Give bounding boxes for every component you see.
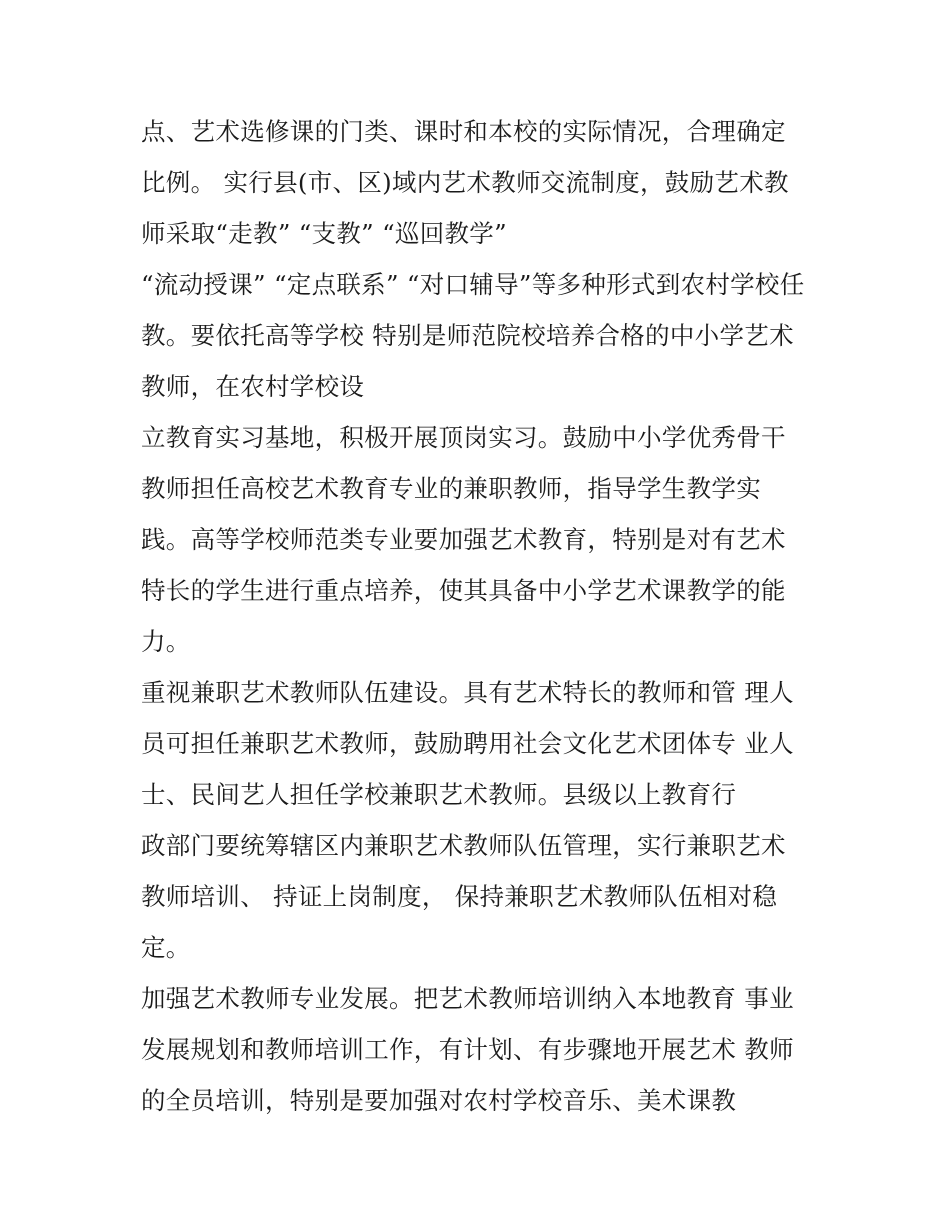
body-text bbox=[141, 106, 841, 1126]
text-line: 定。 bbox=[141, 933, 191, 962]
text-line: 的全员培训，特别是要加强对农村学校音乐、美术课教 bbox=[141, 1086, 737, 1115]
text-line: “流动授课” “定点联系” “对口辅导”等多种形式到农村学校任 bbox=[141, 270, 805, 299]
text-line: 教师担任高校艺术教育专业的兼职教师，指导学生教学实 bbox=[141, 474, 761, 503]
text-line: 发展规划和教师培训工作，有计划、有步骤地开展艺术 教师 bbox=[141, 1035, 794, 1064]
text-line: 比例。 实行县(市、区)域内艺术教师交流制度，鼓励艺术教 bbox=[141, 168, 789, 197]
text-line: 士、民间艺人担任学校兼职艺术教师。县级以上教育行 bbox=[141, 780, 737, 809]
text-line: 力。 bbox=[141, 627, 191, 656]
text-line: 立教育实习基地，积极开展顶岗实习。鼓励中小学优秀骨干 bbox=[141, 423, 786, 452]
text-line: 重视兼职艺术教师队伍建设。具有艺术特长的教师和管 理人 bbox=[141, 678, 794, 707]
text-line: 政部门要统筹辖区内兼职艺术教师队伍管理，实行兼职艺术 bbox=[141, 831, 786, 860]
text-line: 员可担任兼职艺术教师，鼓励聘用社会文化艺术团体专 业人 bbox=[141, 729, 794, 758]
text-line: 践。高等学校师范类专业要加强艺术教育，特别是对有艺术 bbox=[141, 525, 786, 554]
text-line: 加强艺术教师专业发展。把艺术教师培训纳入本地教育 事业 bbox=[141, 984, 794, 1013]
text-line: 教师培训、 持证上岗制度， 保持兼职艺术教师队伍相对稳 bbox=[141, 882, 778, 911]
text-line: 教师，在农村学校设 bbox=[141, 372, 365, 401]
text-line: 教。要依托高等学校 特别是师范院校培养合格的中小学艺术 bbox=[141, 321, 794, 350]
text-line: 特长的学生进行重点培养，使其具备中小学艺术课教学的能 bbox=[141, 576, 786, 605]
text-line: 点、艺术选修课的门类、课时和本校的实际情况，合理确定 bbox=[141, 117, 786, 146]
text-line: 师采取“走教” “支教” “巡回教学” bbox=[141, 219, 507, 248]
